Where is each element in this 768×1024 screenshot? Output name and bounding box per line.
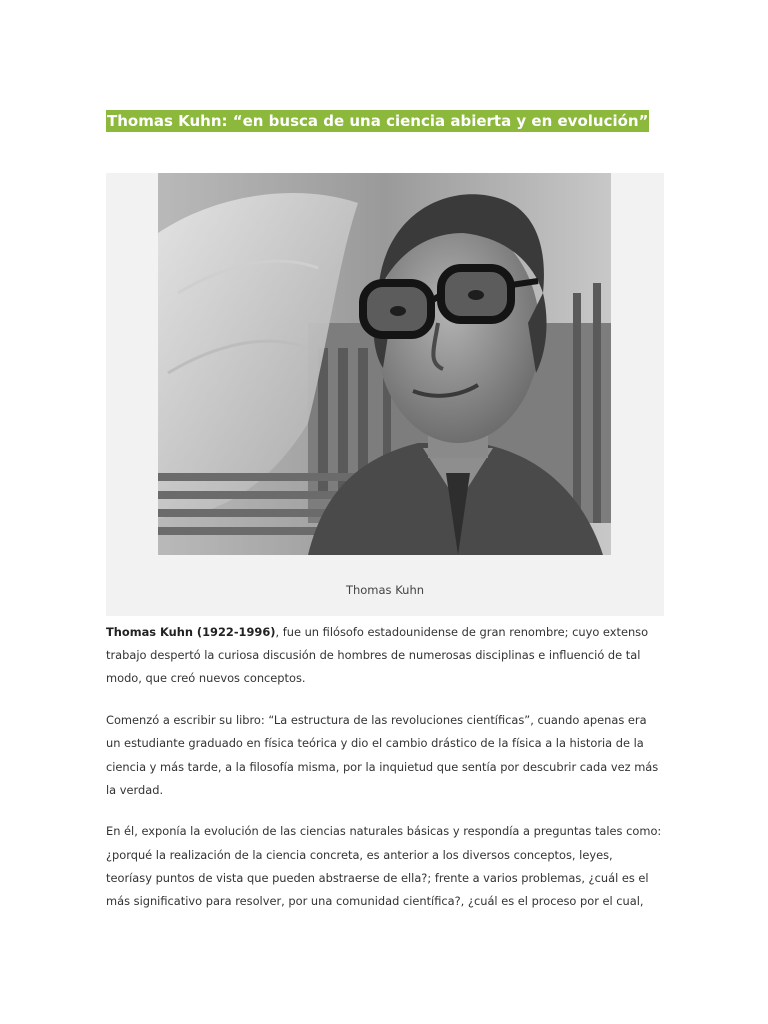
paragraph-2: Comenzó a escribir su libro: “La estructura de las revoluciones científicas”, cuando apenas era un estudiante graduado en física teórica y dio el cambio drástico de la física a la historia de la ciencia y más tarde, a la filosofía misma, por la inquietud que sentía por descubrir cada vez más la verdad. [106, 713, 659, 797]
article-body [106, 621, 662, 932]
person-name-dates: Thomas Kuhn (1922-1996) [106, 625, 276, 639]
paragraph-1-text: , fue un filósofo estadounidense de gran renombre; cuyo extenso trabajo despertó la curiosa discusión de hombres de numerosas disciplinas e influenció de tal modo, que creó nuevos conceptos. [106, 625, 649, 686]
portrait-photo [158, 173, 611, 555]
figure-caption: Thomas Kuhn [345, 583, 425, 597]
paragraph-3: En él, exponía la evolución de las ciencias naturales básicas y respondía a preguntas tales como: ¿porqué la realización de la ciencia concreta, es anterior a los diversos conceptos, leyes, teoríasy puntos de vista que pueden abstraerse de ella?; frente a varios problemas, ¿cuál es el más significativo para resolver, por una comunidad científica?, ¿cuál es el proceso por el cual, [106, 824, 662, 909]
article-title: Thomas Kuhn: “en busca de una ciencia abierta y en evolución” [107, 112, 649, 130]
article-figure [106, 173, 664, 616]
paragraph-1 [106, 621, 662, 691]
